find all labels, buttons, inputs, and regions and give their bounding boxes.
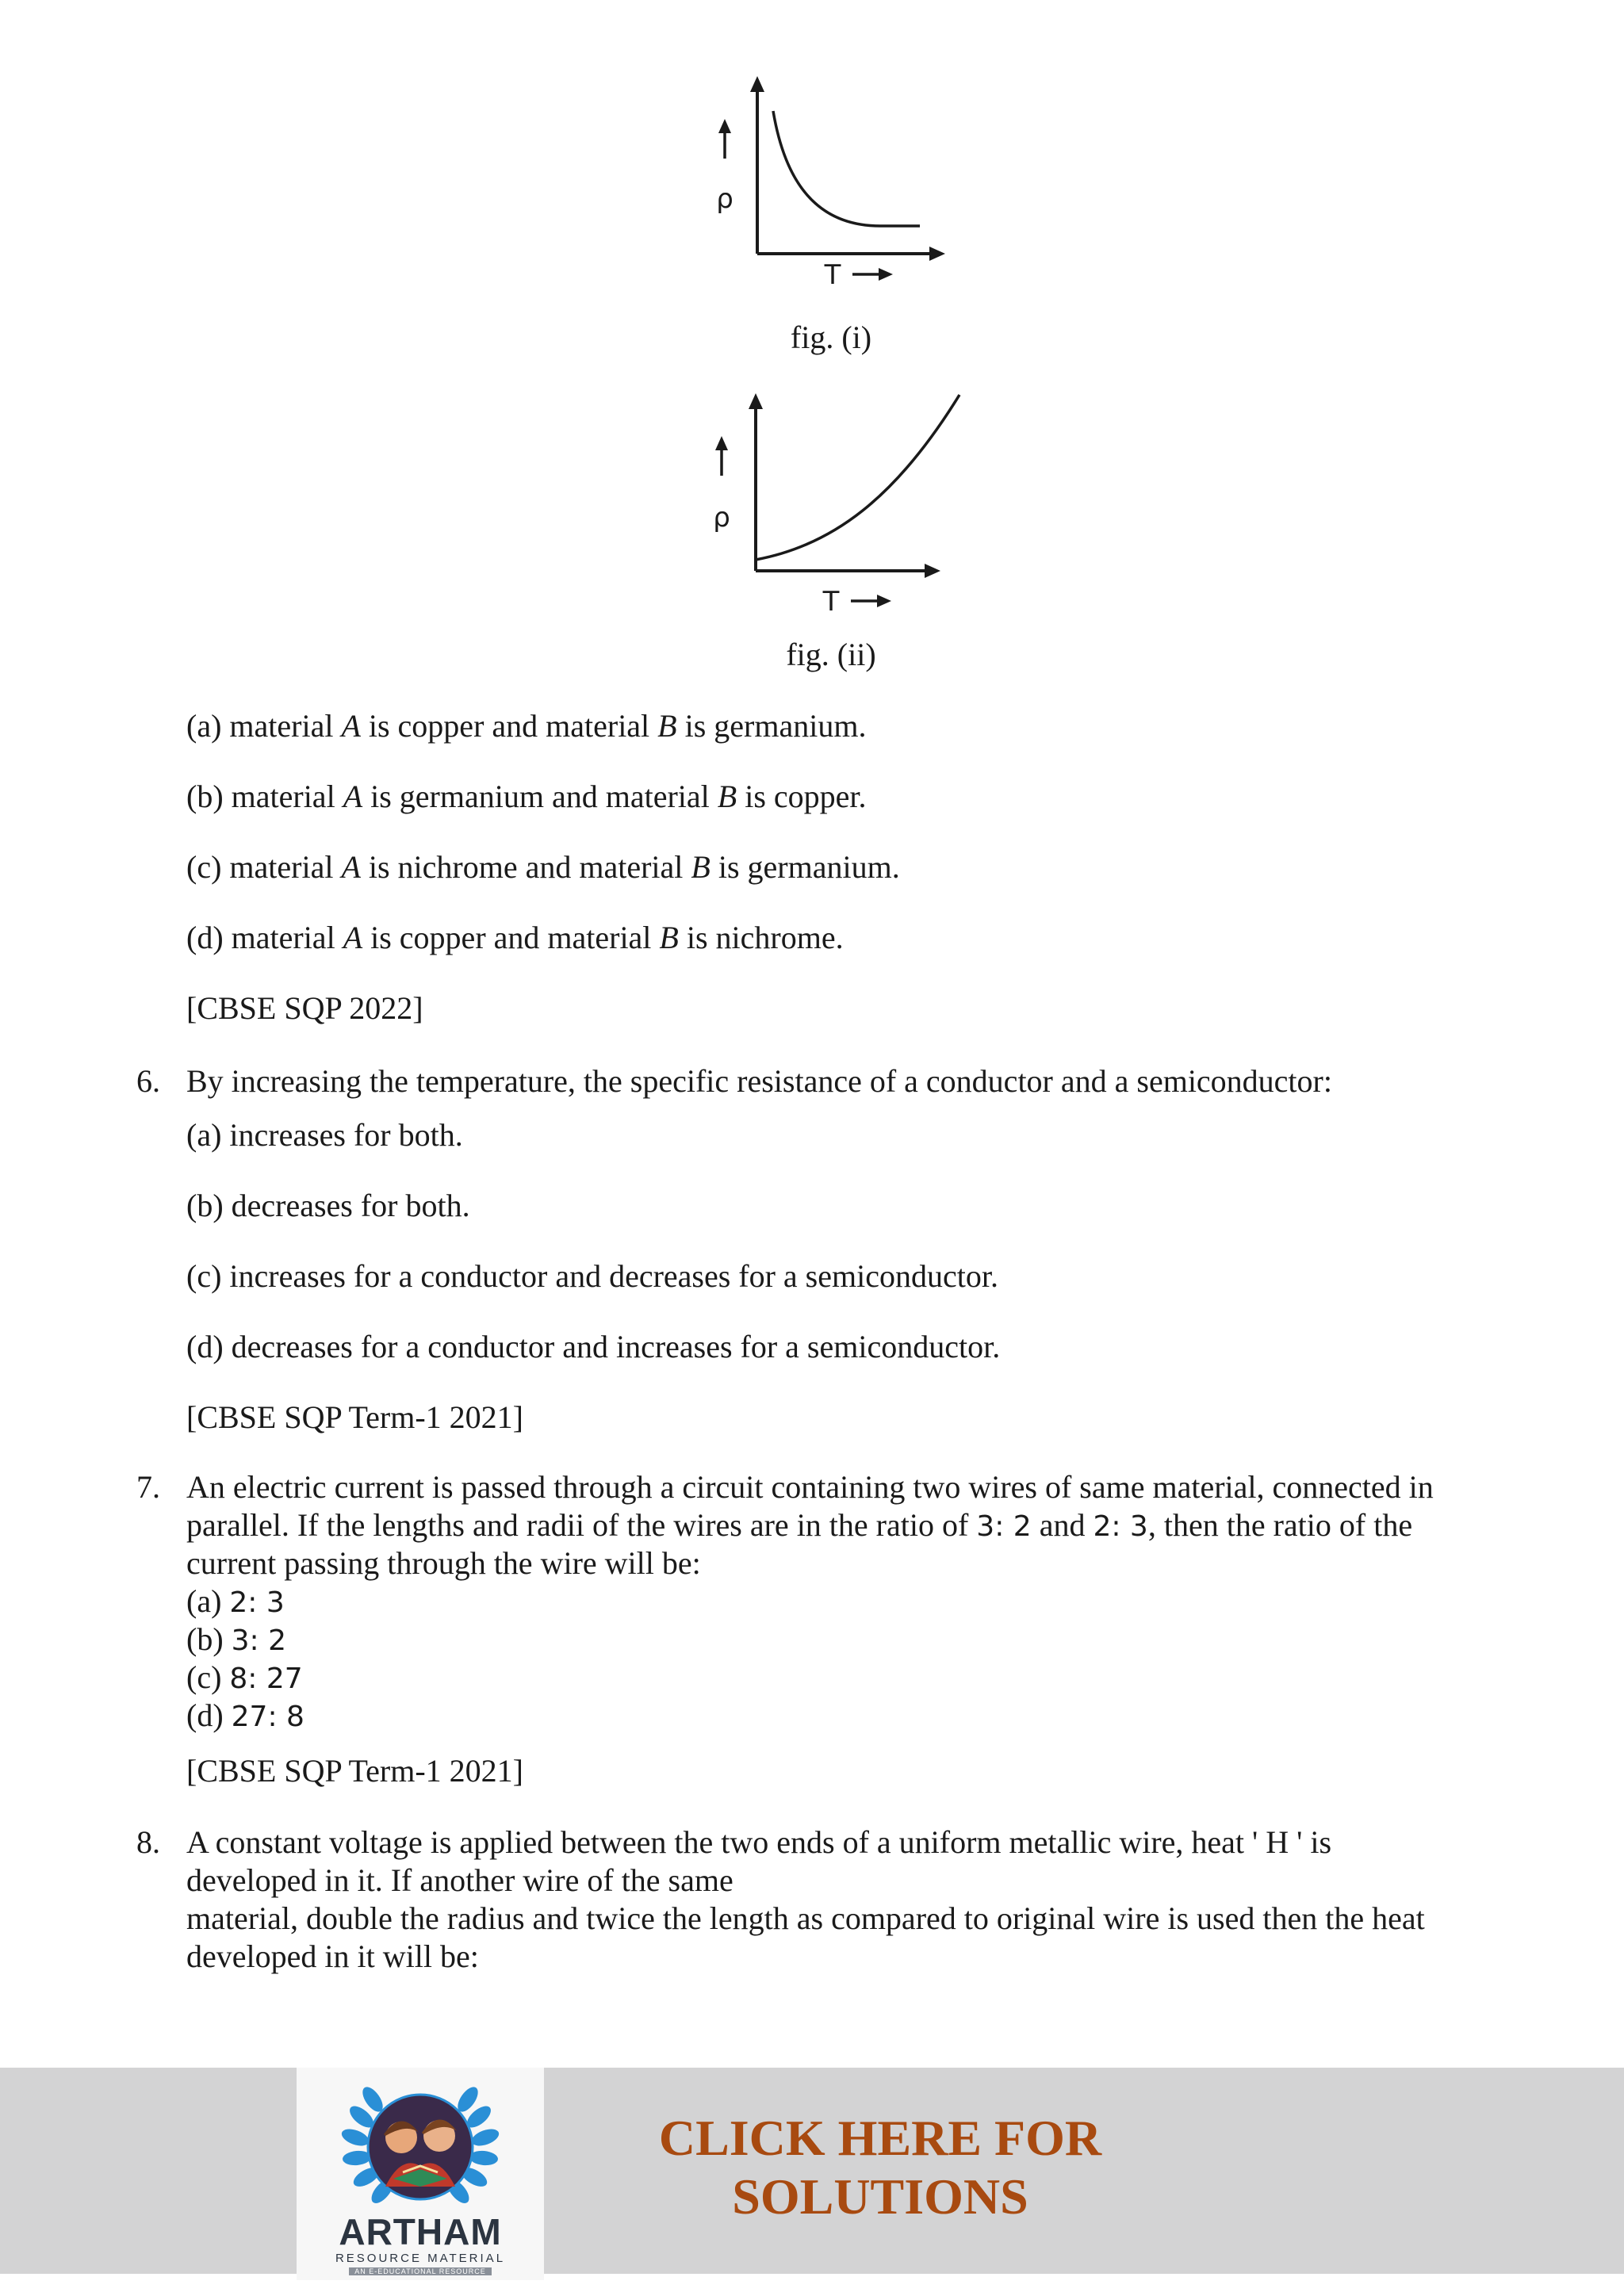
q8-number: 8. (136, 1824, 160, 1860)
q8-line-1: A constant voltage is applied between the two ends of a uniform metallic wire, heat ' H ' is (186, 1824, 1332, 1860)
figure-i-caption: fig. (i) (790, 320, 872, 355)
q5-source: [CBSE SQP 2022] (186, 990, 423, 1026)
q6-number: 6. (136, 1063, 160, 1099)
logo-subtitle: RESOURCE MATERIAL (335, 2252, 506, 2265)
q7-source: [CBSE SQP Term-1 2021] (186, 1753, 523, 1789)
figure-i (698, 71, 967, 301)
q7-option-b: (b) 3: 2 (186, 1621, 287, 1657)
q7-line-2: parallel. If the lengths and radii of the wires are in the ratio of 3: 2 and 2: 3, then the ratio of the (186, 1507, 1413, 1543)
q7-line-3: current passing through the wire will be: (186, 1545, 701, 1581)
laurel-wreath-icon (297, 2068, 544, 2210)
click-for-solutions-link[interactable] (603, 2109, 1158, 2226)
q7-option-c: (c) 8: 27 (186, 1659, 303, 1695)
q6-option-b: (b) decreases for both. (186, 1188, 470, 1223)
y-axis-label: ρ (713, 502, 730, 534)
x-axis-label: T (822, 586, 840, 618)
q6-source: [CBSE SQP Term-1 2021] (186, 1399, 523, 1435)
q6-option-c: (c) increases for a conductor and decreases for a semiconductor. (186, 1258, 998, 1294)
cta-line-2: SOLUTIONS (732, 2168, 1028, 2225)
q5-option-c: (c) material A is nichrome and material B is germanium. (186, 849, 900, 885)
q6-text: By increasing the temperature, the specific resistance of a conductor and a semiconductor: (186, 1063, 1332, 1099)
q5-option-d: (d) material A is copper and material B is nichrome. (186, 920, 844, 955)
q6-option-d: (d) decreases for a conductor and increases for a semiconductor. (186, 1329, 1001, 1364)
q5-option-a: (a) material A is copper and material B is germanium. (186, 708, 867, 744)
y-axis-label: ρ (716, 183, 733, 215)
logo-tagline: AN E-EDUCATIONAL RESOURCE (349, 2267, 492, 2275)
x-axis-label: T (824, 259, 841, 291)
logo-wordmark: ARTHAM (339, 2211, 502, 2252)
q7-number: 7. (136, 1469, 160, 1505)
q8-line-3: material, double the radius and twice the length as compared to original wire is used then the heat (186, 1900, 1425, 1936)
figure-ii (698, 387, 967, 625)
q7-option-a: (a) 2: 3 (186, 1583, 285, 1619)
q6-option-a: (a) increases for both. (186, 1117, 463, 1153)
q5-option-b: (b) material A is germanium and material B is copper. (186, 779, 867, 814)
q7-option-d: (d) 27: 8 (186, 1697, 304, 1733)
figure-ii-caption: fig. (ii) (786, 637, 876, 672)
q8-line-4: developed in it will be: (186, 1938, 479, 1974)
q8-line-2: developed in it. If another wire of the same (186, 1862, 733, 1898)
q7-line-1: An electric current is passed through a circuit containing two wires of same material, connected in (186, 1469, 1434, 1505)
cta-line-1: CLICK HERE FOR (658, 2110, 1102, 2166)
